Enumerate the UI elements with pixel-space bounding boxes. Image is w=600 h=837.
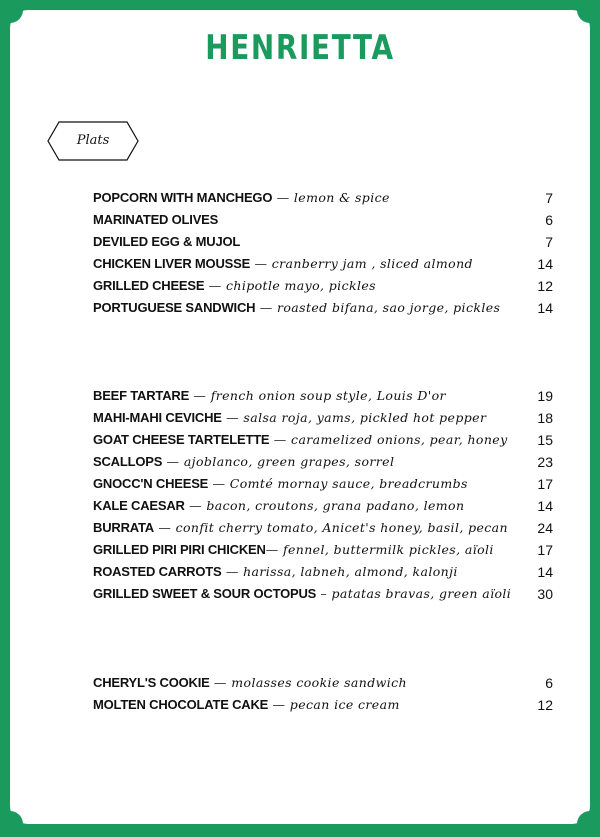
menu-item [93,496,553,516]
menu-item [93,232,553,252]
menu-item-name: PORTUGUESE SANDWICH [93,300,256,315]
section-badge [47,121,139,161]
menu-item-price: 30 [537,586,553,602]
menu-item [93,695,553,715]
menu-item [93,562,553,582]
menu-item-price: 14 [537,564,553,580]
menu-item-name: GNOCC'N CHEESE [93,476,209,491]
menu-item-price: 6 [545,675,553,691]
menu-item-price: 7 [545,190,553,206]
menu-item [93,584,553,604]
menu-item [93,673,553,693]
menu-item [93,540,553,560]
menu-item [93,474,553,494]
corner-notch [577,0,600,23]
menu-item-name: MAHI-MAHI CEVICHE [93,410,222,425]
menu-item-price: 7 [545,234,553,250]
menu-item-name: GRILLED PIRI PIRI CHICKEN [93,542,266,557]
menu-item-price: 17 [537,542,553,558]
corner-notch [577,811,600,837]
menu-item-price: 17 [537,476,553,492]
menu-item [93,408,553,428]
menu-item-description: — lemon & spice [272,190,390,205]
menu-item-name: BEEF TARTARE [93,388,190,403]
menu-item-description: — chipotle mayo, pickles [204,278,376,293]
menu-item-description: — ajoblanco, green grapes, sorrel [162,454,395,469]
menu-item-price: 14 [537,300,553,316]
menu-item-price: 15 [537,432,553,448]
menu-item-description: — confit cherry tomato, Anicet's honey, basil, pecan [153,520,508,535]
menu-item-description: — pecan ice cream [268,697,400,712]
menu-item-name: GRILLED CHEESE [93,278,205,293]
menu-item-name: CHICKEN LIVER MOUSSE [93,256,251,271]
restaurant-name: HENRIETTA [205,28,395,68]
menu-item-description: — french onion soup style, Louis D'or [189,388,446,403]
menu-item-name: KALE CAESAR [93,498,185,513]
menu-item-name: DEVILED EGG & MUJOL [93,234,241,249]
menu-item-price: 19 [537,388,553,404]
menu-item [93,298,553,318]
menu-item-price: 24 [537,520,553,536]
menu-item-description: — harissa, labneh, almond, kalonji [221,564,458,579]
menu-item-description: — caramelized onions, pear, honey [269,432,508,447]
menu-item-name: POPCORN WITH MANCHEGO [93,190,273,205]
menu-item-name: BURRATA [93,520,154,535]
menu-item-description: — molasses cookie sandwich [209,675,407,690]
menu-item-description: — Comté mornay sauce, breadcrumbs [208,476,468,491]
menu-item-price: 14 [537,498,553,514]
menu-item [93,452,553,472]
menu-item-description: — salsa roja, yams, pickled hot pepper [221,410,487,425]
menu-item-description: — bacon, croutons, grana padano, lemon [184,498,465,513]
menu-item-price: 12 [537,278,553,294]
menu-item [93,276,553,296]
corner-notch [0,811,23,837]
menu-item [93,254,553,274]
menu-item-name: GRILLED SWEET & SOUR OCTOPUS [93,586,317,601]
menu-item-description: – patatas bravas, green aïoli [316,586,512,601]
menu-item-name: SCALLOPS [93,454,163,469]
menu-item-description: — fennel, buttermilk pickles, aïoli [265,542,494,557]
menu-item-price: 14 [537,256,553,272]
menu-item [93,188,553,208]
menu-item-name: CHERYL'S COOKIE [93,675,210,690]
menu-item-description: — roasted bifana, sao jorge, pickles [255,300,501,315]
menu-item-description: — cranberry jam , sliced almond [250,256,473,271]
menu-item-name: ROASTED CARROTS [93,564,222,579]
menu-item [93,430,553,450]
menu-item-price: 12 [537,697,553,713]
menu-item-name: GOAT CHEESE TARTELETTE [93,432,270,447]
menu-item-price: 18 [537,410,553,426]
menu-item-name: MOLTEN CHOCOLATE CAKE [93,697,269,712]
menu-item [93,210,553,230]
menu-item-name: MARINATED OLIVES [93,212,219,227]
section-badge-label: Plats [76,133,110,148]
menu-item-price: 23 [537,454,553,470]
menu-item [93,518,553,538]
menu-item [93,386,553,406]
menu-item-price: 6 [545,212,553,228]
